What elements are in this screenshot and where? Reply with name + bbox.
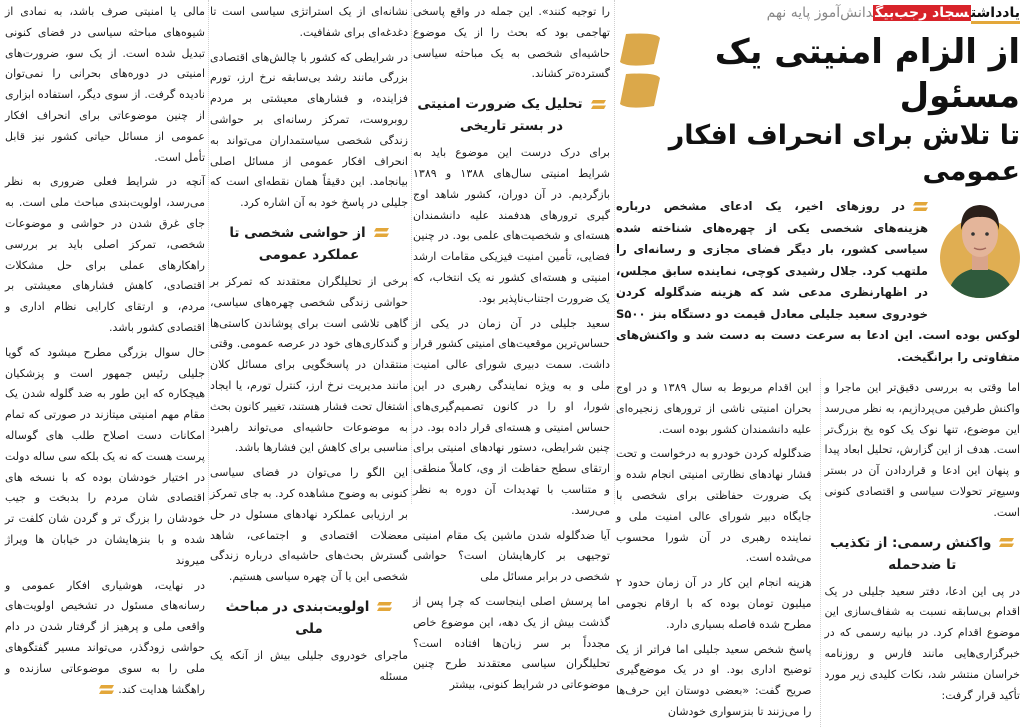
byline [616, 2, 1020, 24]
author-role: دانش‌آموز پایه نهم [766, 5, 874, 21]
body-paragraph-text: مالی یا امنیتی صرف باشد، به نمادی از شیوه‌های مباحثه سیاسی در فضای کنونی تبدیل شده است. از یک سو، ضرورت‌های امنیتی در دوره‌های بحرانی را نمی‌توان نادیده گرفت. از سوی دیگر، استفاده ابزاری از چنین موضوعاتی برای انحراف افکار عمومی از مسائل حیاتی کشور نیز قابل تأمل است. [5, 5, 205, 164]
column-d [210, 2, 408, 692]
section-heading-text: اولویت‌بندی در مباحث ملی [225, 598, 370, 637]
body-paragraph [825, 582, 1021, 707]
body-paragraph-text: حال سوال بزرگی مطرح میشود که گویا جلیلی رئیس جمهور است و پزشکیان هیچکاره که این طور به ضد گلوله شدن یک مقام مهم امنیتی میتازند در صورتی که تمام امکانات دست اصلاح طلب های گوساله پرست هست که نه یک بلکه سی ساله دولت در اختیار خودشان بوده که با نسخه های اقتصادی شان مردم را بدبخت و جیب خودشان را بزرگ تر و گردن شان کلفت تر شده و با بنزهایشان در خیابان ها ویراژ میروند [5, 345, 205, 567]
body-paragraph [616, 640, 812, 723]
body-paragraph [413, 314, 610, 522]
body-paragraph-text: در پی این ادعا، دفتر سعید جلیلی در یک اقدام بی‌سابقه نسبت به شفاف‌سازی این موضوع اقدام کرد. در بیانیه رسمی که در خبرگزاری‌هایی مانند فارس و روزنامه خراسان منتشر شد، نکات کلیدی زیر مورد تأکید قرار گرفت: [824, 584, 1020, 702]
body-paragraph [616, 444, 812, 569]
body-paragraph-text: این اقدام مربوط به سال ۱۳۸۹ و در اوج بحران امنیتی ناشی از ترورهای زنجیره‌ای علیه دانشمندان کشور بوده است. [616, 381, 812, 436]
body-paragraph-text: ماجرای خودروی جلیلی بیش از آنکه یک مسئله [210, 648, 408, 683]
column-divider [208, 0, 209, 504]
body-paragraph [616, 573, 812, 635]
column-a [820, 378, 1021, 727]
body-paragraph-text: ضدگلوله کردن خودرو به درخواست و تحت فشار نهادهای نظارتی امنیتی انجام شده و یک ضرورت حفاظتی برای شخصی با جایگاه دبیر شورای عالی امنیت ملی و نماینده رهبری در آن شورا محسوب می‌شده است. [616, 447, 812, 565]
body-paragraph-text: در نهایت، هوشیاری افکار عمومی و رسانه‌های مسئول در تشخیص اولویت‌های واقعی ملی و پرهیز از گرفتار شدن در دام حواشی زودگذر، می‌تواند مسیر گفتگوهای ملی را به سوی موضوعاتی سازنده و راهگشا هدایت کند. [5, 578, 205, 696]
paragraph-mark-icon [913, 201, 928, 212]
section-heading [210, 222, 408, 266]
body-paragraph-text: برخی از تحلیلگران معتقدند که تمرکز بر حواشی زندگی شخصی چهره‌های سیاسی، گاهی تلاشی است برای پوشاندن کاستی‌ها و گندکاری‌های خود در عرصه عمومی. وقتی منتقدان در پاسخگویی برای مسائل کلان مانند مدیریت نرخ ارز، کنترل تورم، یا ایجاد اشتغال تحت فشار هستند، تغییر کانون بحث به موضوعات حاشیه‌ای می‌تواند راهبرد مناسبی برای کاهش این فشارها باشد. [210, 274, 408, 455]
body-paragraph-text: آیا ضدگلوله شدن ماشین یک مقام امنیتی توجیهی بر کارهایشان است؟ حواشی شخصی در برابر مسائل ملی [413, 528, 610, 584]
body-paragraph-text: سعید جلیلی در آن زمان در یکی از حساس‌ترین موقعیت‌های امنیتی کشور قرار داشت. سمت دبیری شورای عالی امنیت ملی و به ویژه نمایندگی رهبری در این شورا، او را در کانون تصمیم‌گیری‌های حساس امنیتی و هسته‌ای قرار داده بود. در چنین شرایطی، دستور نهادهای امنیتی برای ارتقای سطح حفاظت از وی، کاملاً منطقی و متناسب با تهدیدات آن دوره به نظر می‌رسد. [413, 316, 610, 517]
body-paragraph [616, 378, 812, 440]
end-mark-icon [99, 684, 114, 695]
section-tag: یادداشت [971, 5, 1020, 24]
heading-mark-icon [999, 537, 1014, 548]
body-paragraph [413, 2, 610, 85]
lead-text: در روزهای اخیر، یک ادعای مشخص درباره هزینه‌های شخصی یکی از چهره‌های شناخته شده سیاسی کشور، بار دیگر فضای مجازی و رسانه‌ای را ملتهب کرد. جلال رشیدی کوچی، نماینده سابق مجلس، در اظهارنظری مدعی شد که هزینه ضدگلوله کردن خودروی سعید جلیلی معادل قیمت دو دستگاه بنز S۵۰۰ لوکس بوده است. این ادعا به سرعت دست به دست شد و واکنش‌های متفاوتی را برانگیخت. [616, 199, 1020, 364]
author-name: سجاد رجب‌بیگ [875, 5, 969, 21]
author-photo [936, 196, 1020, 302]
heading-mark-icon [591, 99, 606, 110]
body-paragraph [5, 576, 205, 701]
article-subcolumns [616, 378, 1020, 727]
main-article [616, 2, 1020, 727]
subheadline: تا تلاش برای انحراف افکار عمومی [668, 120, 1020, 187]
headline-block [616, 30, 1020, 190]
body-paragraph-text: پاسخ شخص سعید جلیلی اما فراتر از یک توضیح اداری بود. او در یک موضع‌گیری صریح گفت: «بعضی دوستان این حرف‌ها را می‌زنند تا بنزسواری خودشان [616, 642, 812, 718]
body-paragraph [5, 343, 205, 572]
body-paragraph-text: در شرایطی که کشور با چالش‌های اقتصادی بزرگی مانند رشد بی‌سابقه نرخ ارز، تورم فزاینده، و فشارهای معیشتی بر مردم روبروست، تمرکز رسانه‌ای بر حواشی زندگی شخصی سیاستمداران می‌تواند به انحراف افکار عمومی از مسائل اصلی بیانجامد. این دقیقاً همان نقطه‌ای است که جلیلی در پاسخ خود به آن اشاره کرد. [210, 50, 408, 210]
headline: از الزام امنیتی یک مسئول [714, 32, 1020, 116]
section-heading [210, 596, 408, 640]
body-paragraph [413, 143, 610, 309]
body-paragraph-text: آنچه در شرایط فعلی ضروری به نظر می‌رسد، اولویت‌بندی مباحث ملی است. به جای غرق شدن در حواشی و موضوعات شخصی، تمرکز اصلی باید بر بررسی راهکارهای عملی برای حل مشکلات اقتصادی، کاهش فشارهای معیشتی بر مردم، و ارتقای کارایی نظام اداری و اقتصادی کشور باشد. [5, 175, 205, 334]
body-paragraph-text: برای درک درست این موضوع باید به شرایط امنیتی سال‌های ۱۳۸۸ و ۱۳۸۹ بازگردیم. در آن دوران، کشور شاهد اوج گیری ترورهای هدفمند علیه دانشمندان هسته‌ای و شخصیت‌های علمی بود. در چنین فضایی، تأمین امنیت فیزیکی مقامات ارشد امنیتی و هسته‌ای کشور نه یک انتخاب، که یک ضرورت اجتناب‌ناپذیر بود. [413, 146, 610, 305]
column-e [5, 2, 205, 704]
body-paragraph [210, 2, 408, 44]
column-divider [411, 0, 412, 504]
section-heading [413, 93, 610, 137]
body-paragraph [413, 526, 610, 588]
body-paragraph [210, 646, 408, 688]
heading-mark-icon [374, 227, 389, 238]
body-paragraph [825, 378, 1021, 524]
body-paragraph [413, 592, 610, 696]
section-heading [825, 532, 1021, 576]
column-c [413, 2, 610, 700]
body-paragraph-text: نشانه‌ای از یک استراتژی سیاسی است تا دغدغه‌ای برای شفافیت. [210, 5, 408, 39]
column-b [616, 378, 812, 727]
section-heading-text: تحلیل یک ضرورت امنیتی در بستر تاریخی [417, 96, 583, 135]
body-paragraph-text: این الگو را می‌توان در فضای سیاسی کنونی به وضوح مشاهده کرد. به جای تمرکز بر ارزیابی عملکرد نهادهای مسئول در حل معضلات اقتصادی و اجتماعی، شاهد گسترش بحث‌های حاشیه‌ای درباره زندگی شخصی این یا آن چهره سیاسی هستیم. [210, 466, 408, 584]
body-paragraph [210, 272, 408, 459]
lead-paragraph [616, 196, 1020, 368]
body-paragraph [5, 172, 205, 338]
body-paragraph-text: هزینه انجام این کار در آن زمان حدود ۲ میلیون تومان بوده که با ارقام نجومی مطرح شده فاصله بسیاری دارد. [616, 576, 812, 631]
body-paragraph [210, 48, 408, 214]
column-divider [614, 0, 615, 504]
heading-mark-icon [377, 601, 392, 612]
section-heading-text: واکنش رسمی: از تکذیب تا ضدحمله [830, 534, 992, 573]
section-heading-text: از حواشی شخصی تا عملکرد عمومی [229, 224, 366, 263]
body-paragraph-text: اما وقتی به بررسی دقیق‌تر این ماجرا و واکنش طرفین می‌پردازیم، به نظر می‌رسد این موضوع، تنها نوک یک کوه یخ بزرگ‌تر است. هدف از این گزارش، تحلیل ابعاد پیدا و پنهان این ادعا و قراردادن آن در بستر وسیع‌تر تحولات سیاسی و اقتصادی کنونی است. [824, 381, 1020, 519]
quote-decoration-icon [616, 32, 664, 112]
body-paragraph-text: اما پرسش اصلی اینجاست که چرا پس از گذشت بیش از یک دهه، این موضوع خاص مجدداً بر سر زبان‌ها افتاده است؟ تحلیلگران سیاسی معتقدند طرح چنین موضوعاتی در شرایط کنونی، بیشتر [413, 594, 610, 692]
body-paragraph [210, 463, 408, 588]
body-paragraph-text: را توجیه کنند». این جمله در واقع پاسخی تهاجمی بود که بحث را از یک موضوع حاشیه‌ای شخصی به یک مباحثه سیاسی گسترده‌تر کشاند. [413, 5, 610, 81]
body-paragraph [5, 2, 205, 168]
